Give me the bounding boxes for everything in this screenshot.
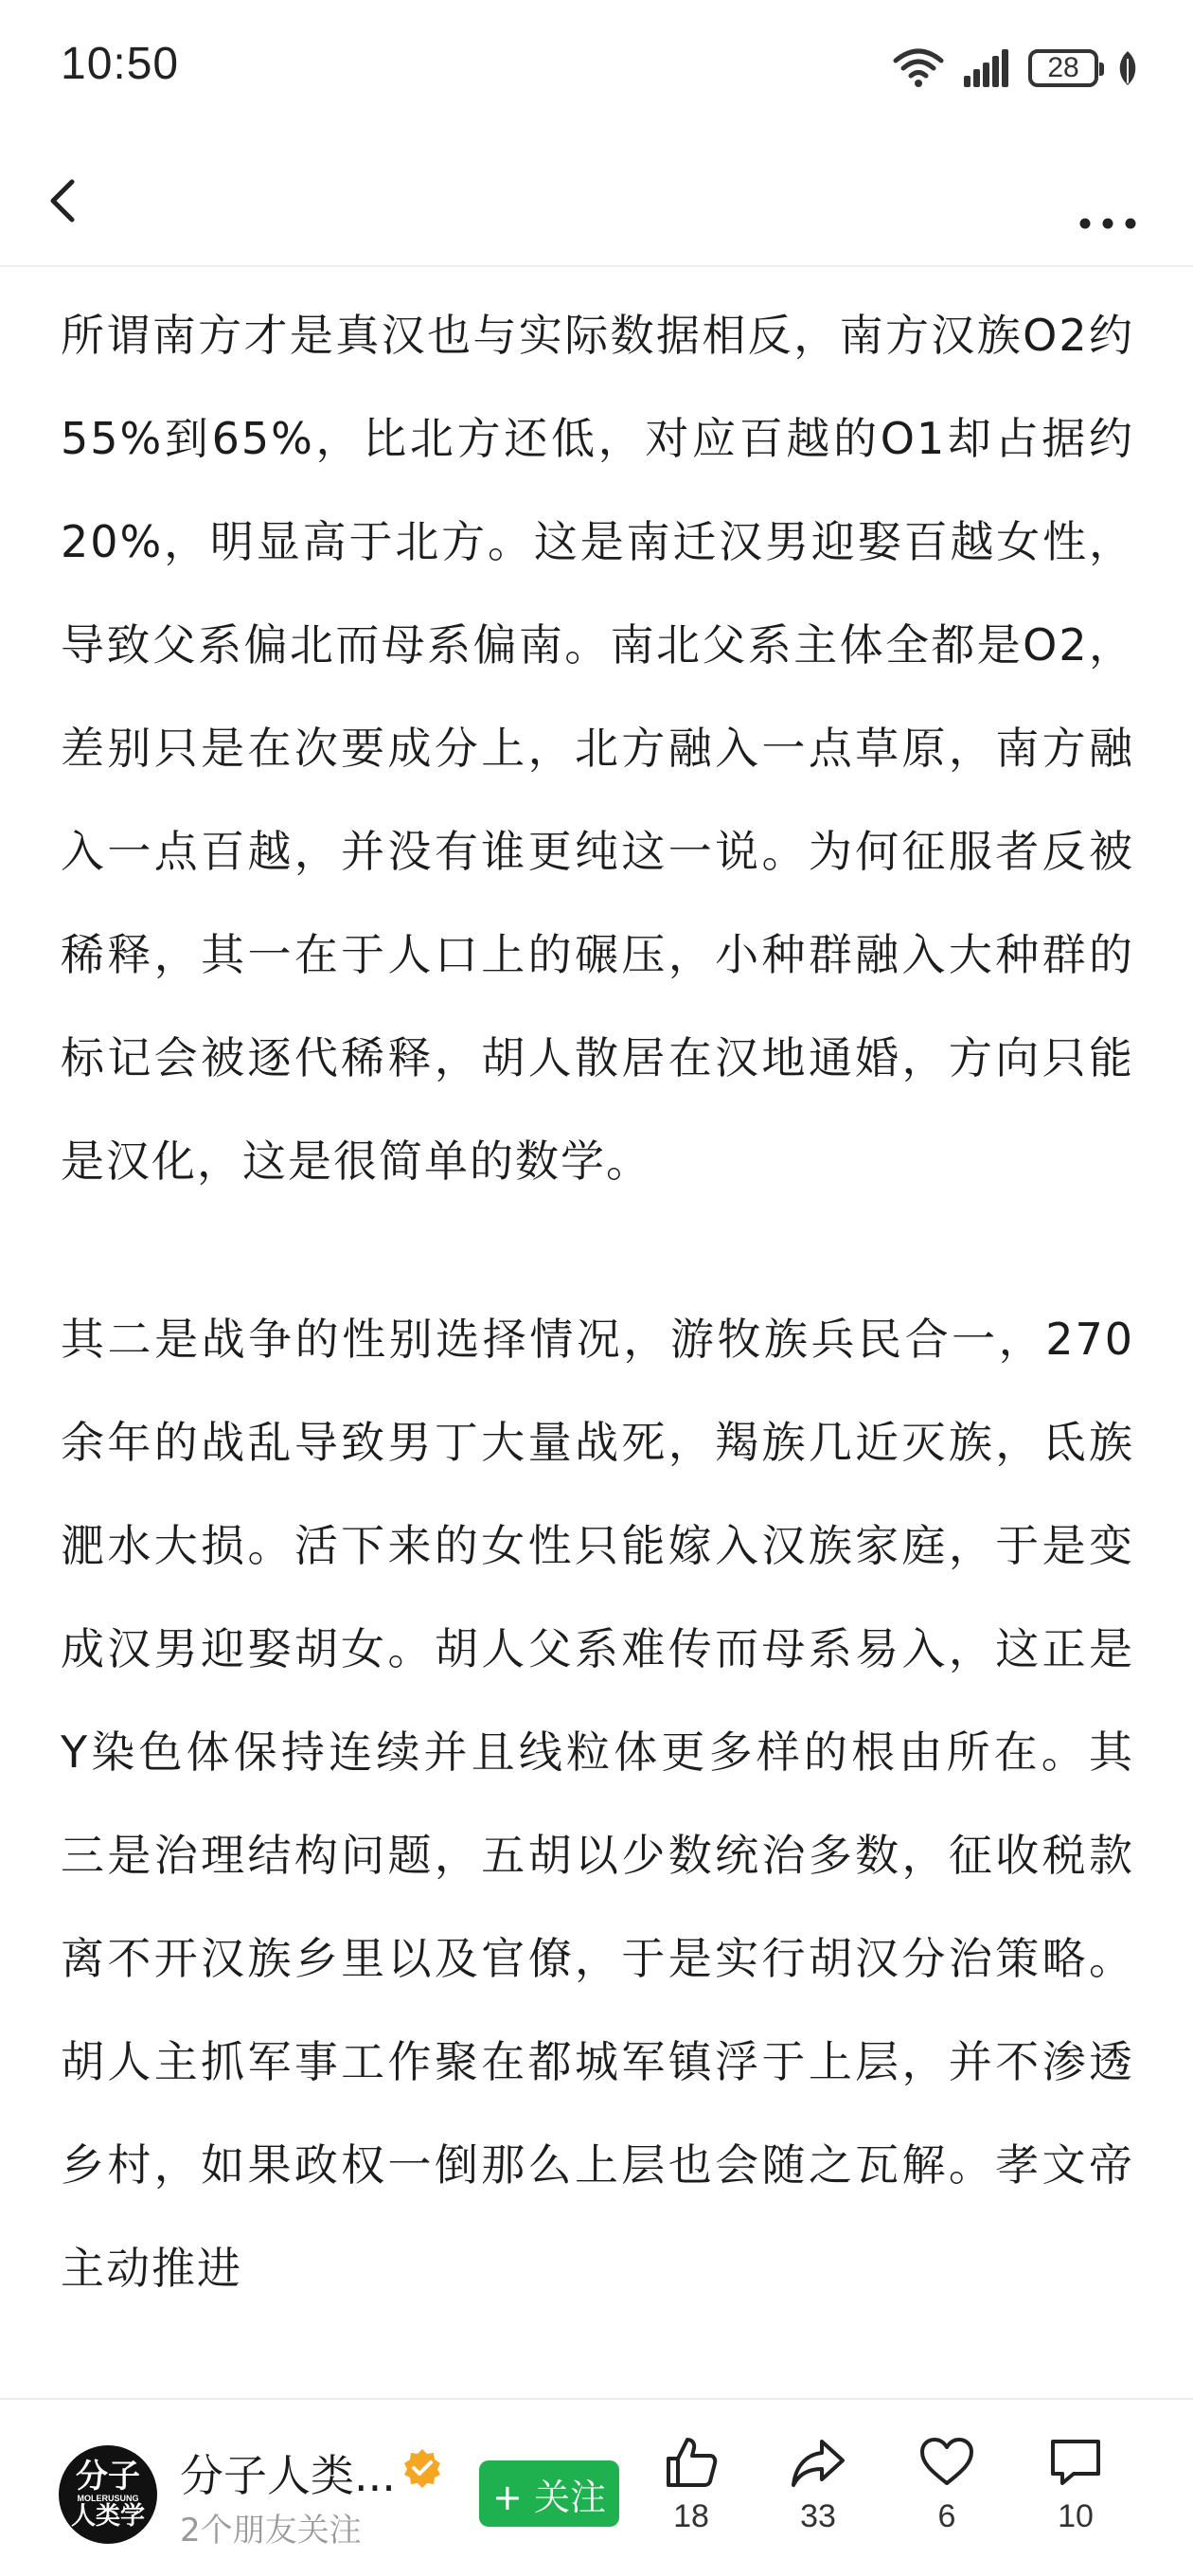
favorite-count: 6 xyxy=(937,2498,956,2534)
article-paragraph: 所谓南方才是真汉也与实际数据相反，南方汉族O2约55%到65%，比北方还低，对应百越的O1却占据约20%，明显高于北方。这是南迁汉男迎娶百越女性，导致父系偏北而母系偏南。南北父系主体全都是O2，差别只是在次要成分上，北方融入一点草原，南方融入一点百越，并没有谁更纯这一说。为何征服者反被稀释，其一在于人口上的碾压，小种群融入大种群的标记会被逐代稀释，胡人散居在汉地通婚，方向只能是汉化，这是很简单的数学。 xyxy=(61,310,1134,1187)
article-paragraph: 其二是战争的性别选择情况，游牧族兵民合一，270余年的战乱导致男丁大量战死，羯族几近灭族，氐族淝水大损。活下来的女性只能嫁入汉族家庭，于是变成汉男迎娶胡女。胡人父系难传而母系易入，这正是Y染色体保持连续并且线粒体更多样的根由所在。其三是治理结构问题，五胡以少数统治多数，征收税款离不开汉族乡里以及官僚，于是实行胡汉分治策略。胡人主抓军事工作聚在都城军镇浮于上层，并不渗透乡村，如果政权一倒那么上层也会随之瓦解。孝文帝主动推进 xyxy=(61,1314,1134,2294)
leaf-icon xyxy=(1115,49,1140,87)
chevron-left-icon xyxy=(28,161,104,237)
comment-button[interactable] xyxy=(1019,2432,1132,2535)
like-count: 18 xyxy=(673,2498,709,2534)
bottom-action-bar xyxy=(0,2398,1193,2576)
more-dots-icon xyxy=(1070,161,1146,237)
status-time: 10:50 xyxy=(61,39,180,89)
share-button[interactable] xyxy=(761,2432,875,2535)
avatar[interactable] xyxy=(59,2445,157,2544)
heart-icon xyxy=(917,2432,977,2493)
favorite-button[interactable] xyxy=(890,2432,1004,2535)
battery-icon xyxy=(1028,49,1098,87)
share-arrow-icon xyxy=(788,2432,848,2493)
thumbs-up-icon xyxy=(661,2432,721,2493)
comment-count: 10 xyxy=(1058,2498,1094,2534)
back-button[interactable] xyxy=(28,161,104,237)
status-bar xyxy=(0,0,1193,133)
comment-bubble-icon xyxy=(1045,2432,1106,2493)
avatar-text-top: 分子 xyxy=(76,2458,140,2496)
status-icons xyxy=(892,42,1140,95)
avatar-text-mid: MOLERUSUNG xyxy=(77,2494,139,2503)
signal-icon xyxy=(962,47,1011,89)
author-name[interactable]: 分子人类... xyxy=(180,2450,396,2501)
article-body xyxy=(61,284,1134,2320)
follow-button[interactable]: + 关注 xyxy=(479,2460,619,2527)
wifi-icon xyxy=(892,47,945,89)
battery-level: 28 xyxy=(1047,52,1079,83)
verified-badge-icon xyxy=(401,2447,443,2489)
share-count: 33 xyxy=(800,2498,836,2534)
author-friends-following: 2个朋友关注 xyxy=(180,2512,362,2549)
more-button[interactable] xyxy=(1070,161,1146,237)
nav-bar xyxy=(0,133,1193,267)
like-button[interactable] xyxy=(634,2432,748,2535)
avatar-text-bottom: 人类学 xyxy=(70,2502,145,2531)
